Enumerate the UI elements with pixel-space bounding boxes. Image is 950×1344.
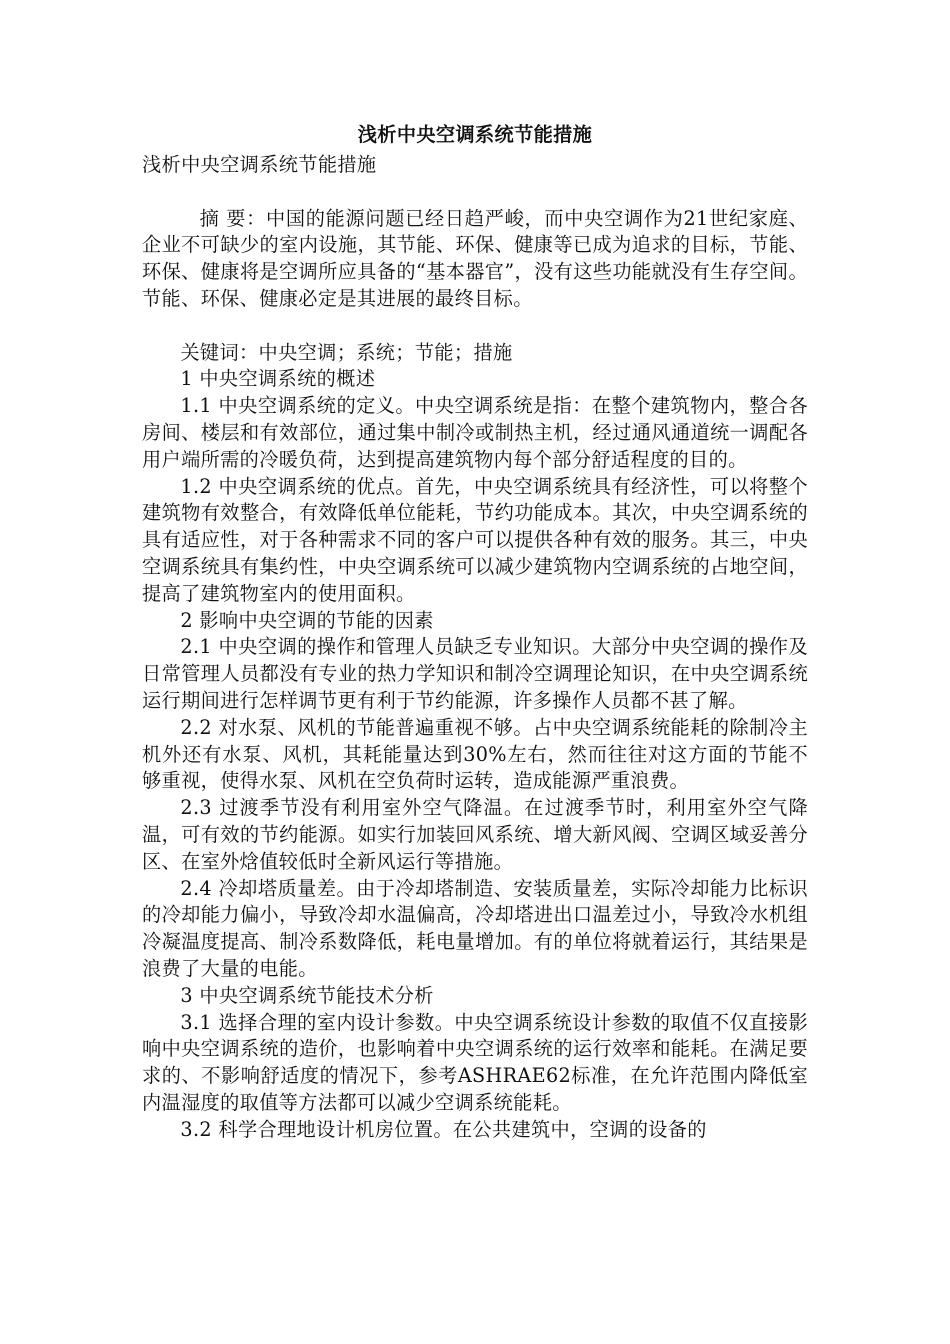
keywords-line: 关键词：中央空调；系统；节能；措施 [180,340,513,364]
section-heading-1: 1 中央空调系统的概述 [180,367,376,391]
section-heading-2: 2 影响中央空调的节能的因素 [180,608,434,632]
paragraph-3-1: 3.1 选择合理的室内设计参数。中央空调系统设计参数的取值不仅直接影响中央空调系统的造价，也影响着中央空调系统的运行效率和能耗。在满足要求的、不影响舒适度的情况下，参考ASHRAE62标准，在允许范围内降低室内温湿度的取值等方法都可以减少空调系统能耗。 [142,1010,808,1114]
paragraph-2-4: 2.4 冷却塔质量差。由于冷却塔制造、安装质量差，实际冷却能力比标识的冷却能力偏小，导致冷却水温偏高，冷却塔进出口温差过小，导致冷水机组冷凝温度提高、制冷系数降低，耗电量增加。有的单位将就着运行，其结果是浪费了大量的电能。 [142,876,808,980]
paragraph-2-3: 2.3 过渡季节没有利用室外空气降温。在过渡季节时，利用室外空气降温，可有效的节约能源。如实行加装回风系统、增大新风阀、空调区域妥善分区、在室外焓值较低时全新风运行等措施。 [142,796,808,873]
blank-line [142,313,808,340]
paragraph-2-1: 2.1 中央空调的操作和管理人员缺乏专业知识。大部分中央空调的操作及日常管理人员都没有专业的热力学知识和制冷空调理论知识，在中央空调系统运行期间进行怎样调节更有利于节约能源，许多操作人员都不甚了解。 [142,635,808,712]
paragraph-1-1: 1.1 中央空调系统的定义。中央空调系统是指：在整个建筑物内，整合各房间、楼层和有效部位，通过集中制冷或制热主机，经过通风通道统一调配各用户端所需的冷暖负荷，达到提高建筑物内每个部分舒适程度的目的。 [142,394,808,471]
blank-line [142,179,808,206]
section-heading-3: 3 中央空调系统节能技术分析 [180,983,434,1007]
abstract-paragraph: 摘 要：中国的能源问题已经日趋严峻，而中央空调作为21世纪家庭、企业不可缺少的室内设施，其节能、环保、健康等已成为追求的目标，节能、环保、健康将是空调所应具备的“基本器官”，没有这些功能就没有生存空间。节能、环保、健康必定是其进展的最终目标。 [142,206,808,310]
paragraph-1-2: 1.2 中央空调系统的优点。首先，中央空调系统具有经济性，可以将整个建筑物有效整合，有效降低单位能耗，节约功能成本。其次，中央空调系统的具有适应性，对于各种需求不同的客户可以提供各种有效的服务。其三，中央空调系统具有集约性，中央空调系统可以减少建筑物内空调系统的占地空间，提高了建筑物室内的使用面积。 [142,474,808,605]
document-page [142,118,808,1143]
paragraph-2-2: 2.2 对水泵、风机的节能普遍重视不够。占中央空调系统能耗的除制冷主机外还有水泵、风机，其耗能量达到30%左右，然而往往对这方面的节能不够重视，使得水泵、风机在空负荷时运转，造成能源严重浪费。 [142,715,808,793]
document-title: 浅析中央空调系统节能措施 [357,123,593,146]
document-subtitle: 浅析中央空调系统节能措施 [142,153,377,176]
paragraph-3-2: 3.2 科学合理地设计机房位置。在公共建筑中，空调的设备的 [180,1117,707,1141]
